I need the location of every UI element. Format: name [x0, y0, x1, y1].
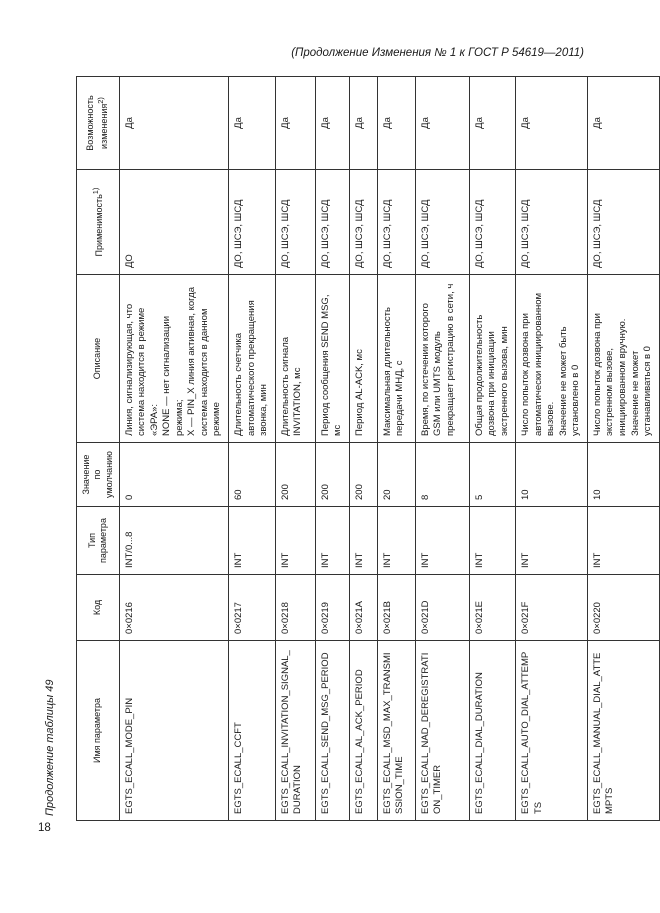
description-line: X — PIN_X линия активная, когда система находится в данном режиме — [186, 286, 223, 436]
param-possibility: Да — [315, 77, 349, 170]
param-applicability: ДО, ШСЭ, ШСД — [229, 170, 276, 275]
param-name: EGTS_ECALL_CCFT — [229, 641, 276, 821]
header-code: Код — [77, 575, 120, 641]
param-name: EGTS_ECALL_NAD_DEREGISTRATION_TIMER — [415, 641, 469, 821]
param-description — [377, 275, 415, 443]
param-possibility: Да — [275, 77, 315, 170]
table-header-row — [77, 77, 120, 821]
param-description — [349, 275, 377, 443]
param-applicability: ДО, ШСЭ, ШСД — [516, 170, 588, 275]
param-name: EGTS_ECALL_AL_ACK_PERIOD — [349, 641, 377, 821]
param-code: 0×021F — [516, 575, 588, 641]
header-description: Описание — [77, 275, 120, 443]
description-line: Линия, сигнализирующая, что система находится в режиме «ЭРА»: — [123, 303, 160, 436]
header-name: Имя параметра — [77, 641, 120, 821]
param-description — [469, 275, 516, 443]
param-code: 0×0218 — [275, 575, 315, 641]
param-applicability: ДО, ШСЭ, ШСД — [275, 170, 315, 275]
param-applicability: ДО, ШСЭ, ШСД — [349, 170, 377, 275]
param-code: 0×021A — [349, 575, 377, 641]
param-default: 10 — [587, 443, 659, 507]
header-possibility-text: Возможность изменения — [85, 95, 110, 151]
param-default: 60 — [229, 443, 276, 507]
table-row — [587, 77, 659, 821]
description-line: Период AL-ACK, мс — [353, 349, 365, 436]
header-possibility — [77, 77, 120, 170]
param-type: INT — [275, 507, 315, 575]
page-number: 18 — [38, 822, 51, 834]
header-applicability-text: Применимость — [93, 194, 104, 257]
param-description — [516, 275, 588, 443]
param-type: INT — [377, 507, 415, 575]
param-possibility: Да — [377, 77, 415, 170]
param-possibility: Да — [587, 77, 659, 170]
param-possibility: Да — [516, 77, 588, 170]
description-line: Максимальная длительность передачи МНД, с — [381, 307, 406, 436]
param-name: EGTS_ECALL_MSD_MAX_TRANSMISSION_TIME — [377, 641, 415, 821]
description-line: Значение не может быть установлено в 0 — [557, 326, 582, 436]
param-name: EGTS_ECALL_AUTO_DIAL_ATTEMPTS — [516, 641, 588, 821]
parameters-table — [76, 76, 660, 821]
param-applicability: ДО, ШСЭ, ШСД — [377, 170, 415, 275]
param-possibility: Да — [349, 77, 377, 170]
description-line: Общая продолжительность дозвона при инициации экстренного вызова, мин — [473, 314, 510, 436]
param-possibility: Да — [415, 77, 469, 170]
param-code: 0×021E — [469, 575, 516, 641]
header-applicability-footnote: 1) — [90, 187, 100, 195]
param-type: INT/0...8 — [119, 507, 228, 575]
param-name: EGTS_ECALL_MODE_PIN — [119, 641, 228, 821]
param-description — [587, 275, 659, 443]
param-default: 200 — [315, 443, 349, 507]
param-name: EGTS_ECALL_DIAL_DURATION — [469, 641, 516, 821]
param-possibility: Да — [469, 77, 516, 170]
description-line: Длительность сигнала INVITATION, мс — [279, 336, 304, 436]
param-default: 20 — [377, 443, 415, 507]
param-description — [229, 275, 276, 443]
param-description — [415, 275, 469, 443]
param-type: INT — [469, 507, 516, 575]
param-code: 0×021B — [377, 575, 415, 641]
table-row — [275, 77, 315, 821]
header-default: Значение по умолчанию — [77, 443, 120, 507]
description-line: Значение не может устанавливаться в 0 — [629, 346, 654, 436]
param-default: 0 — [119, 443, 228, 507]
description-line: Период сообщения SEND MSG, мс — [319, 294, 344, 436]
header-type: Тип параметра — [77, 507, 120, 575]
table-row — [229, 77, 276, 821]
param-possibility: Да — [229, 77, 276, 170]
description-line: NONE — нет сигнализации режима; — [161, 315, 185, 436]
param-type: INT — [349, 507, 377, 575]
param-name: EGTS_ECALL_INVITATION_SIGNAL_DURATION — [275, 641, 315, 821]
param-code: 0×0220 — [587, 575, 659, 641]
param-applicability: ДО, ШСЭ, ШСД — [469, 170, 516, 275]
table-caption: Продолжение таблицы 49 — [44, 679, 56, 816]
table-row — [349, 77, 377, 821]
param-description — [119, 275, 228, 443]
table-row — [377, 77, 415, 821]
param-applicability: ДО, ШСЭ, ШСД — [415, 170, 469, 275]
param-name: EGTS_ECALL_SEND_MSG_PERIOD — [315, 641, 349, 821]
table-row — [516, 77, 588, 821]
description-line: Длительность счетчика автоматического прекращения звонка, мин — [233, 300, 270, 436]
param-default: 200 — [275, 443, 315, 507]
param-description — [315, 275, 349, 443]
param-name: EGTS_ECALL_MANUAL_DIAL_ATTEMPTS — [587, 641, 659, 821]
param-applicability: ДО, ШСЭ, ШСД — [315, 170, 349, 275]
param-default: 10 — [516, 443, 588, 507]
param-type: INT — [229, 507, 276, 575]
description-line: Число попыток дозвона при автоматически инициированном вызове. — [520, 292, 557, 436]
table-row — [415, 77, 469, 821]
running-header: (Продолжение Изменения № 1 к ГОСТ Р 54619—2011) — [291, 47, 584, 59]
param-type: INT — [415, 507, 469, 575]
param-applicability: ДО, ШСЭ, ШСД — [587, 170, 659, 275]
param-default: 8 — [415, 443, 469, 507]
table-row — [119, 77, 228, 821]
table-row — [469, 77, 516, 821]
param-type: INT — [516, 507, 588, 575]
param-description — [275, 275, 315, 443]
param-type: INT — [315, 507, 349, 575]
header-applicability — [77, 170, 120, 275]
param-code: 0×0216 — [119, 575, 228, 641]
param-default: 200 — [349, 443, 377, 507]
header-possibility-footnote: 2) — [96, 97, 106, 104]
param-code: 0×0219 — [315, 575, 349, 641]
param-default: 5 — [469, 443, 516, 507]
description-line: Время, по истечении которого GSM или UMTS модуль прекращает регистрацию в сети, ч — [419, 283, 456, 436]
table-row — [315, 77, 349, 821]
param-possibility: Да — [119, 77, 228, 170]
param-applicability: ДО — [119, 170, 228, 275]
param-code: 0×021D — [415, 575, 469, 641]
description-line: Число попыток дозвона при экстренном вызове, инициированном вручную. — [591, 313, 628, 436]
param-code: 0×0217 — [229, 575, 276, 641]
table-container — [76, 77, 654, 821]
param-type: INT — [587, 507, 659, 575]
